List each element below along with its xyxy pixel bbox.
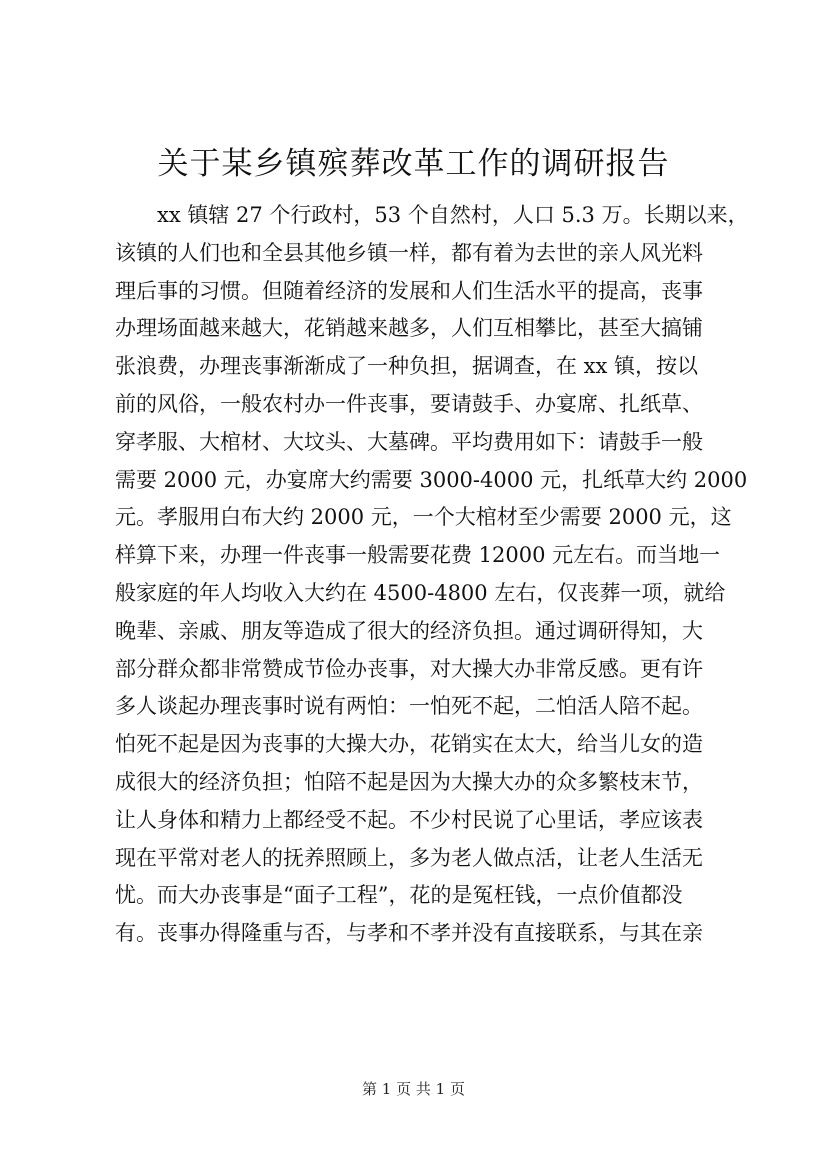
body-line: 需要 2000 元，办宴席大约需要 3000-4000 元，扎纸草大约 2000: [115, 467, 748, 492]
body-line: xx 镇辖 27 个行政村，53 个自然村，人口 5.3 万。长期以来，: [115, 203, 749, 227]
body-line: 多人谈起办理丧事时说有两怕：一怕死不起，二怕活人陪不起。: [115, 694, 703, 719]
body-line: 穿孝服、大棺材、大坟头、大墓碑。平均费用如下：请鼓手一般: [115, 429, 703, 454]
body-line: 样算下来，办理一件丧事一般需要花费 12000 元左右。而当地一: [115, 543, 721, 568]
body-line: 忧。而大办丧事是“面子工程”，花的是冤枉钱，一点价值都没: [115, 883, 683, 908]
body-line: 让人身体和精力上都经受不起。不少村民说了心里话，孝应该表: [115, 807, 703, 832]
body-line: 前的风俗，一般农村办一件丧事，要请鼓手、办宴席、扎纸草、: [115, 391, 703, 416]
body-line: 有。丧事办得隆重与否，与孝和不孝并没有直接联系，与其在亲: [115, 921, 703, 946]
body-line: 晚辈、亲戚、朋友等造成了很大的经济负担。通过调研得知，大: [115, 618, 703, 643]
body-line: 成很大的经济负担；怕陪不起是因为大操大办的众多繁枝末节，: [115, 769, 703, 794]
page-footer: 第 1 页 共 1 页: [362, 1080, 465, 1098]
document-title: 关于某乡镇殡葬改革工作的调研报告: [157, 146, 670, 182]
body-line: 理后事的习惯。但随着经济的发展和人们生活水平的提高，丧事: [115, 278, 703, 303]
body-line: 元。孝服用白布大约 2000 元，一个大棺材至少需要 2000 元，这: [115, 505, 732, 530]
document-body: [115, 197, 749, 953]
body-line: 张浪费，办理丧事渐渐成了一种负担，据调查，在 xx 镇，按以: [115, 354, 699, 379]
body-line: 怕死不起是因为丧事的大操大办，花销实在太大，给当儿女的造: [115, 732, 703, 757]
body-line: 现在平常对老人的抚养照顾上，多为老人做点活，让老人生活无: [115, 845, 703, 870]
body-line: 办理场面越来越大，花销越来越多，人们互相攀比，甚至大搞铺: [115, 316, 703, 341]
body-line: 该镇的人们也和全县其他乡镇一样，都有着为去世的亲人风光料: [115, 240, 703, 265]
body-line: 般家庭的年人均收入大约在 4500-4800 左右，仅丧葬一项，就给: [115, 580, 726, 605]
body-line: 部分群众都非常赞成节俭办丧事，对大操大办非常反感。更有许: [115, 656, 703, 681]
